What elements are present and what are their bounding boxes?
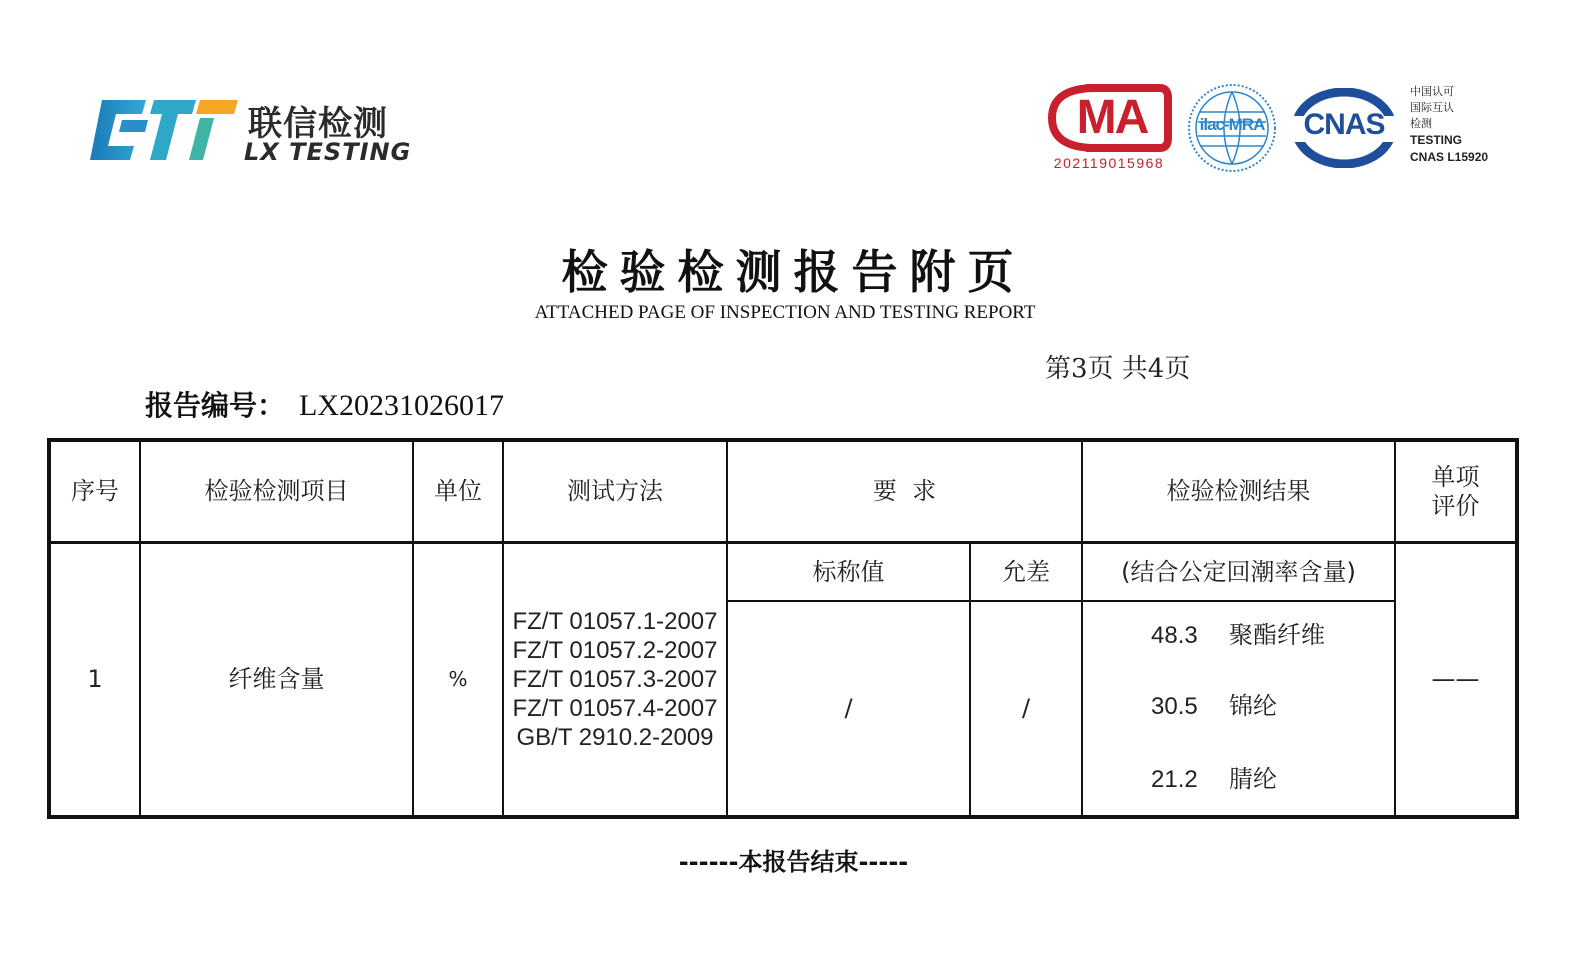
report-end-marker: ------本报告结束-----: [678, 848, 909, 876]
logo-english-name: LX TESTING: [244, 138, 412, 166]
cma-certification-mark: [1046, 82, 1172, 174]
result-value: 30.5: [1151, 692, 1198, 720]
result-fiber: 锦纶: [1229, 691, 1277, 720]
report-number: [145, 384, 504, 424]
row-seq: 1: [87, 665, 103, 693]
results-table: [47, 438, 1519, 819]
header-evaluation: [1396, 442, 1515, 541]
cnas-accreditation-note: [1410, 84, 1488, 166]
result-line: [1151, 618, 1371, 652]
header-requirement: 要 求: [872, 477, 937, 505]
row-unit: %: [448, 667, 468, 691]
result-value: 48.3: [1151, 621, 1198, 649]
header-result: 检验检测结果: [1166, 477, 1311, 505]
header-seq: 序号: [71, 477, 119, 505]
row-item: 纤维含量: [228, 665, 325, 693]
cma-label: MA: [1076, 91, 1148, 144]
cnas-mark: [1292, 88, 1396, 168]
header-evaluation-line: 单项: [1431, 462, 1480, 491]
row-methods: [504, 544, 726, 754]
row-nominal: /: [844, 694, 853, 722]
cnas-note-line: CNAS L15920: [1410, 150, 1489, 164]
cnas-note-line: 检测: [1410, 117, 1432, 130]
page-info: 第3页 共4页: [1045, 354, 1191, 384]
subheader-nominal: 标称值: [812, 557, 885, 586]
report-title-en: ATTACHED PAGE OF INSPECTION AND TESTING REPORT: [534, 302, 1036, 323]
method-standard: GB/T 2910.2-2009: [516, 723, 714, 751]
report-title-cn: 检验检测报告附页: [561, 245, 1026, 299]
row-evaluation: ——: [1431, 665, 1480, 693]
report-number-label: 报告编号：: [145, 389, 286, 422]
ilac-label: ilac-MRA: [1199, 115, 1265, 134]
cnas-label: CNAS: [1303, 108, 1385, 141]
result-line: [1151, 689, 1371, 723]
cma-number: 202119015968: [1053, 155, 1165, 171]
ilac-mra-mark: [1186, 82, 1278, 174]
cnas-note-line: 中国认可: [1410, 85, 1454, 98]
lx-testing-logo: [88, 96, 428, 166]
result-value: 21.2: [1151, 765, 1198, 793]
header-item: 检验检测项目: [204, 477, 349, 505]
result-line: [1151, 762, 1371, 796]
header-evaluation-line: 评价: [1431, 491, 1480, 520]
method-standard: FZ/T 01057.1-2007: [512, 607, 718, 635]
subheader-tolerance: 允差: [1002, 557, 1050, 586]
method-standard: FZ/T 01057.3-2007: [512, 665, 718, 693]
lx-logo-mark-icon: [88, 96, 238, 164]
subheader-result-note: (结合公定回潮率含量): [1121, 557, 1356, 586]
logo-chinese-name: 联信检测: [248, 104, 388, 144]
cnas-note-line: 国际互认: [1410, 101, 1454, 114]
result-fiber: 聚酯纤维: [1229, 620, 1325, 649]
header-method: 测试方法: [567, 477, 663, 505]
method-standard: FZ/T 01057.2-2007: [512, 636, 718, 664]
report-number-value: LX20231026017: [299, 389, 505, 422]
cnas-note-line: TESTING: [1410, 133, 1463, 147]
header-unit: 单位: [434, 477, 482, 505]
method-standard: FZ/T 01057.4-2007: [512, 694, 718, 722]
row-tolerance: /: [1021, 694, 1031, 722]
result-fiber: 腈纶: [1229, 764, 1277, 793]
